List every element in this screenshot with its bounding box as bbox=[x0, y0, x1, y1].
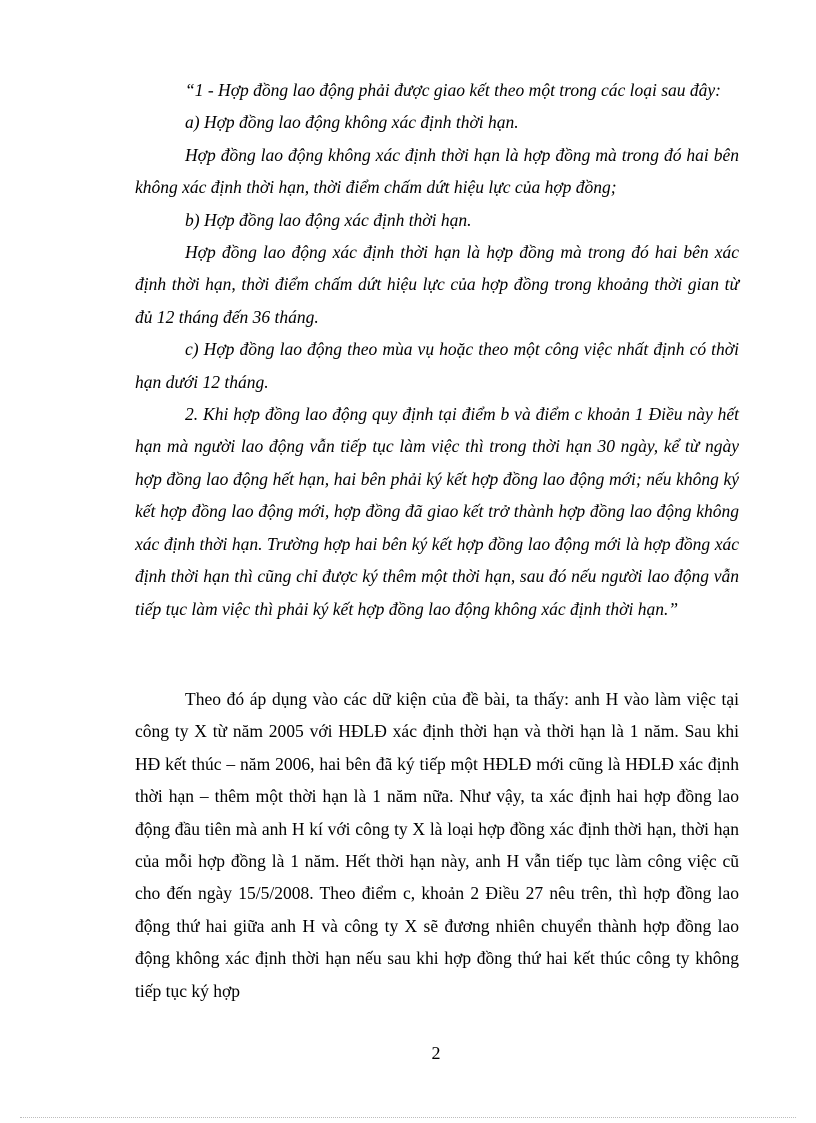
quote-paragraph-a: a) Hợp đồng lao động không xác định thời hạn. bbox=[185, 112, 519, 133]
page-bottom-divider bbox=[20, 1117, 796, 1118]
quote-paragraph-b: b) Hợp đồng lao động xác định thời hạn. bbox=[185, 209, 472, 230]
quote-paragraph-c: c) Hợp đồng lao động theo mùa vụ hoặc theo một công việc nhất định có thời hạn dưới 12 tháng. bbox=[135, 339, 739, 392]
quote-paragraph-2: 2. Khi hợp đồng lao động quy định tại điểm b và điểm c khoản 1 Điều này hết hạn mà người lao động vẫn tiếp tục làm việc thì trong thời hạn 30 ngày, kể từ ngày hợp đồng lao động hết hạn, hai bên phải ký kết hợp đồng lao động mới; nếu không ký kết hợp đồng lao động mới, hợp đồng đã giao kết trở thành hợp đồng lao động không xác định thời hạn. Trường hợp hai bên ký kết hợp đồng lao động mới là hợp đồng xác định thời hạn thì cũng chỉ được ký thêm một thời hạn, sau đó nếu người lao động vẫn tiếp tục làm việc thì phải ký kết hợp đồng lao động không xác định thời hạn.” bbox=[135, 404, 739, 619]
quoted-law-excerpt bbox=[135, 74, 739, 625]
page-number: 2 bbox=[431, 1043, 441, 1063]
quote-paragraph-intro: “1 - Hợp đồng lao động phải được giao kết theo một trong các loại sau đây: bbox=[185, 80, 721, 100]
analysis-paragraph: Theo đó áp dụng vào các dữ kiện của đề bài, ta thấy: anh H vào làm việc tại công ty X từ năm 2005 với HĐLĐ xác định thời hạn và thời hạn là 1 năm. Sau khi HĐ kết thúc – năm 2006, hai bên đã ký tiếp một HĐLĐ mới cũng là HĐLĐ xác định thời hạn – thêm một thời hạn là 1 năm nữa. Như vậy, ta xác định hai hợp đồng lao động đầu tiên mà anh H kí với công ty X là loại hợp đồng xác định thời hạn, thời hạn của mỗi hợp đồng là 1 năm. Hết thời hạn này, anh H vẫn tiếp tục làm công việc cũ cho đến ngày 15/5/2008. Theo điểm c, khoản 2 Điều 27 nêu trên, thì hợp đồng lao động thứ hai giữa anh H và công ty X sẽ đương nhiên chuyển thành hợp đồng lao động không xác định thời hạn nếu sau khi hợp đồng thứ hai kết thúc công ty không tiếp tục ký hợp bbox=[135, 689, 739, 1001]
analysis-section bbox=[135, 683, 739, 1007]
quote-paragraph-b-definition: Hợp đồng lao động xác định thời hạn là hợp đồng mà trong đó hai bên xác định thời hạn, thời điểm chấm dứt hiệu lực của hợp đồng trong khoảng thời gian từ đủ 12 tháng đến 36 tháng. bbox=[135, 242, 739, 327]
quote-paragraph-a-definition: Hợp đồng lao động không xác định thời hạn là hợp đồng mà trong đó hai bên không xác định thời hạn, thời điểm chấm dứt hiệu lực của hợp đồng; bbox=[135, 144, 739, 198]
